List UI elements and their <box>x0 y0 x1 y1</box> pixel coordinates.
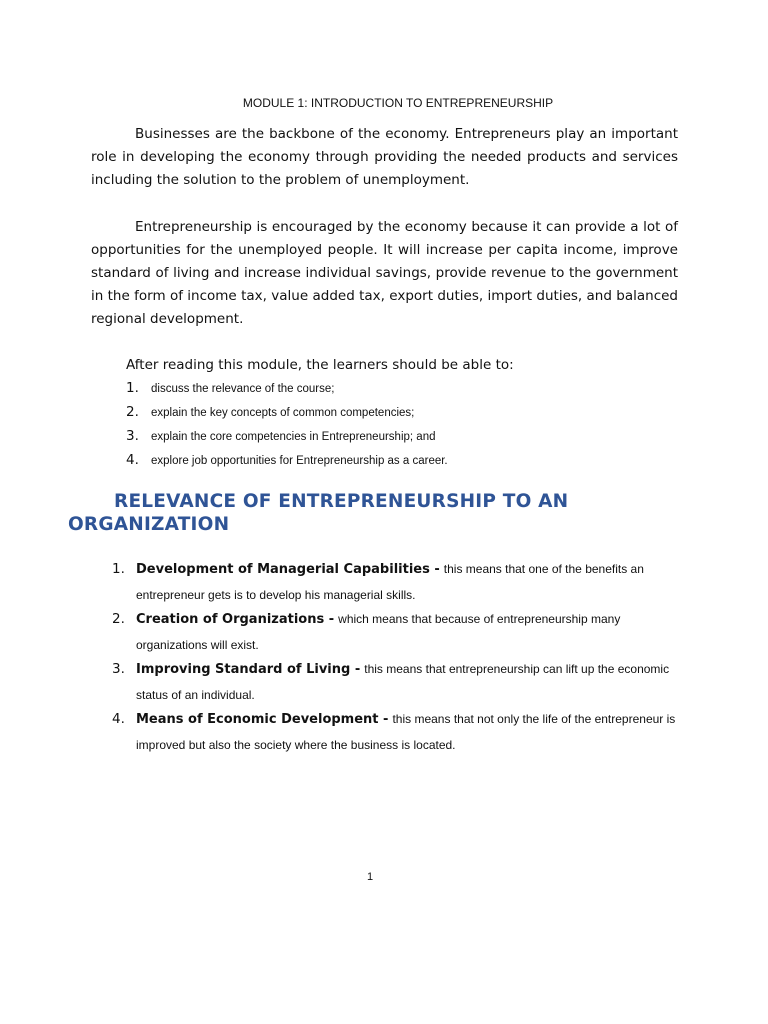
relevance-number: 3. <box>112 661 125 677</box>
relevance-body <box>136 657 682 707</box>
objective-item <box>126 425 448 449</box>
relevance-item <box>112 707 682 757</box>
objective-number: 4. <box>126 452 139 468</box>
relevance-description: this means that entrepreneurship can lift up the economic status of an individual. <box>136 662 670 702</box>
relevance-description: this means that not only the life of the entrepreneur is improved but also the society where the business is located. <box>136 712 676 752</box>
relevance-number: 4. <box>112 711 125 727</box>
module-title: MODULE 1: INTRODUCTION TO ENTREPRENEURSHIP <box>242 96 554 110</box>
section-heading: RELEVANCE OF ENTREPRENEURSHIP TO AN ORGANIZATION <box>68 491 569 535</box>
relevance-body <box>136 707 682 757</box>
objective-item <box>126 449 448 473</box>
relevance-body <box>136 557 682 607</box>
relevance-number: 2. <box>112 611 125 627</box>
intro-paragraph-2: Entrepreneurship is encouraged by the economy because it can provide a lot of opportunities for the unemployed people. It will increase per capita income, improve standard of living and increase individual savings, provide revenue to the government in the form of income tax, value added tax, export duties, import duties, and balanced regional development. <box>91 219 678 327</box>
relevance-description: this means that one of the benefits an entrepreneur gets is to develop his managerial skills. <box>136 562 644 602</box>
objective-text: explain the core competencies in Entrepreneurship; and <box>151 431 436 443</box>
relevance-list <box>112 557 682 757</box>
relevance-term: Means of Economic Development - <box>136 712 389 727</box>
objective-number: 2. <box>126 404 139 420</box>
relevance-term: Development of Managerial Capabilities - <box>136 562 440 577</box>
objective-text: discuss the relevance of the course; <box>151 383 335 395</box>
objective-item <box>126 377 448 401</box>
relevance-term: Improving Standard of Living - <box>136 662 361 677</box>
objective-text: explore job opportunities for Entrepreneurship as a career. <box>151 455 448 467</box>
relevance-item <box>112 657 682 707</box>
objectives-intro: After reading this module, the learners should be able to: <box>126 357 514 373</box>
relevance-item <box>112 557 682 607</box>
objectives-list <box>126 377 448 473</box>
objective-text: explain the key concepts of common competencies; <box>151 407 415 419</box>
relevance-item <box>112 607 682 657</box>
objective-number: 1. <box>126 380 139 396</box>
relevance-number: 1. <box>112 561 125 577</box>
page-number: 1 <box>366 871 374 883</box>
relevance-description: which means that because of entrepreneurship many organizations will exist. <box>136 612 621 652</box>
relevance-body <box>136 607 682 657</box>
objective-number: 3. <box>126 428 139 444</box>
relevance-term: Creation of Organizations - <box>136 612 335 627</box>
objective-item <box>126 401 448 425</box>
intro-paragraph-1: Businesses are the backbone of the economy. Entrepreneurs play an important role in developing the economy through providing the needed products and services including the solution to the problem of unemployment. <box>91 126 678 188</box>
